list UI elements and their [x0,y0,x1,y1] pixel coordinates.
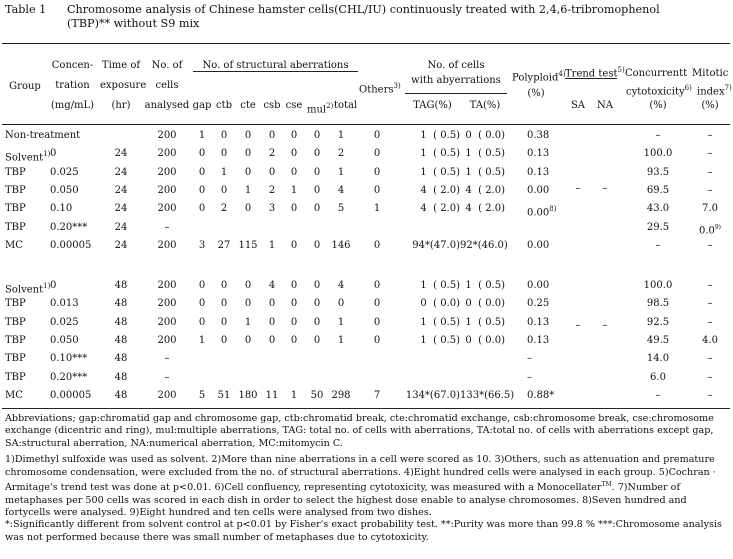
cell-cyto: 29.5 [646,221,670,233]
cell-group: TBP [5,221,26,233]
cell-group: TBP [5,166,26,178]
cell-cse: 0 [290,130,298,141]
col-cse: cse [285,100,303,111]
cell-gap: 5 [198,389,206,401]
cell-total: 1 [337,130,345,141]
cell-csb: 11 [265,389,279,401]
cell-cells: – [164,371,170,383]
cell-total: 146 [331,239,351,251]
cell-cte: 0 [244,203,252,215]
cell-mitotic: – [707,389,713,401]
cell-others: 7 [373,389,381,401]
cell-total: 5 [337,203,345,215]
col-trend: Trend test$^{5)}$ [565,66,625,80]
cell-ctb: 27 [217,239,231,251]
col-cyto-2: cytotoxicity$^{6)}$ [626,84,692,98]
cell-cells: 200 [157,203,177,215]
cell-group: TBP [5,184,26,196]
col-gap: gap [192,100,212,111]
trend-sa-48: – [575,320,581,331]
col-time-3: (hr) [111,100,131,111]
cell-csb: 0 [268,316,276,328]
cell-cse: 0 [290,203,298,215]
cell-group: TBP [5,371,26,383]
cell-others: 0 [373,316,381,328]
col-cells-1: No. of [151,60,183,71]
cell-group: Solvent$^{1)}$ [5,150,51,164]
cell-poly: – [527,353,532,365]
cell-cyto: 93.5 [646,166,670,178]
cell-time: 48 [114,334,128,346]
cell-mul: 0 [313,166,321,178]
cell-poly: 0.13 [527,166,550,178]
col-group: Group [9,81,41,92]
cell-cte: 0 [244,280,252,291]
cell-mitotic: – [707,166,713,178]
cell-mul: 0 [313,316,321,328]
cell-time: 48 [114,298,128,310]
cell-cyto: 6.0 [650,371,666,383]
cell-cyto: 14.0 [646,353,670,365]
cell-time: 48 [114,389,128,401]
cell-mul: 0 [313,184,321,196]
cell-cells: 200 [157,184,177,196]
cell-ctb: 2 [220,203,228,215]
cell-cse: 0 [290,166,298,178]
col-conc-2: tration [55,80,90,91]
cell-cells: 200 [157,298,177,310]
trend-sa-24: – [575,183,581,194]
cell-cells: 200 [157,166,177,178]
cell-gap: 0 [198,316,206,328]
cell-others: 0 [373,148,381,160]
cell-gap: 3 [198,239,206,251]
cell-tag: 4 ( 2.0) [420,203,460,215]
cell-cte: 180 [238,389,258,401]
cell-csb: 3 [268,203,276,215]
cell-cyto: 43.0 [646,203,670,215]
footnote-abbreviations: Abbreviations; gap:chromatid gap and chromosome gap, ctb:chromatid break, cte:chromatid exchange, csb:chromosome break, cse:chromosome exchange (dicentric and ring), mul:multiple aberrations, TAG: total no. of cells with aberrations, TA:total no. of cells with aberrations except gap, SA:structural aberration, NA:numerical aberration, MC:mitomycin C. [5,413,714,449]
cell-ctb: 0 [220,130,228,141]
col-cte: cte [240,100,256,111]
col-conc-1: Concen- [51,60,94,71]
cell-cte: 0 [244,130,252,141]
cell-conc: 0.013 [50,298,79,310]
cell-gap: 0 [198,166,206,178]
cell-ta: 0 ( 0.0) [465,130,505,141]
top-rule [2,43,730,44]
cell-others: 0 [373,239,381,251]
cell-mul: 0 [313,280,321,291]
cell-group: TBP [5,316,26,328]
cell-mitotic: – [707,298,713,310]
col-mul: mul$^{2)}$ [307,102,334,116]
cell-group: TBP [5,353,26,365]
cell-tag: 0 ( 0.0) [420,298,460,310]
cell-poly: 0.25 [527,298,550,310]
cell-total: 2 [337,148,345,160]
cell-poly: 0.00 [527,239,550,251]
col-time-1: Time of [101,60,141,71]
col-cyto-1: Concurrentt [625,68,688,79]
cell-cells: 200 [157,239,177,251]
cell-cells: 200 [157,280,177,291]
cell-total: 1 [337,334,345,346]
cell-total: 4 [337,184,345,196]
cell-cells: 200 [157,130,177,141]
cell-mitotic: 4.0 [702,334,718,346]
cell-poly: 0.88* [527,389,555,401]
cell-total: 4 [337,280,345,291]
header-rule [2,124,730,125]
cell-others: 0 [373,334,381,346]
cell-cse: 0 [290,239,298,251]
col-aberr-2: with abyerrations [411,75,501,86]
cell-time: 48 [114,280,128,291]
cell-mul: 0 [313,203,321,215]
cell-ta: 4 ( 2.0) [465,203,505,215]
cell-mul: 0 [313,334,321,346]
cell-cse: 0 [290,316,298,328]
cell-ta: 1 ( 0.5) [465,148,505,160]
cell-ta: 1 ( 0.5) [465,280,505,291]
col-others: Others$^{3)}$ [359,82,401,96]
cell-tag: 1 ( 0.5) [420,334,460,346]
cell-cyto: 69.5 [646,184,670,196]
cell-total: 1 [337,316,345,328]
col-cyto-unit: (%) [649,100,667,111]
cell-csb: 4 [268,280,276,291]
cell-conc: 0.10 [50,203,73,215]
trend-na-48: – [602,320,608,331]
table-label: Table 1 [5,3,47,16]
cell-conc: 0 [50,148,57,160]
cell-tag: 1 ( 0.5) [420,130,460,141]
cell-gap: 0 [198,148,206,160]
cell-others: 0 [373,184,381,196]
cell-cse: 0 [290,298,298,310]
cell-csb: 2 [268,148,276,160]
cell-poly: 0.00$^{8)}$ [527,205,557,219]
cell-mitotic: – [707,184,713,196]
cell-cse: 0 [290,280,298,291]
cell-ctb: 0 [220,280,228,291]
cell-cte: 0 [244,298,252,310]
col-ctb: ctb [215,100,233,111]
cell-time: 48 [114,371,128,383]
cell-conc: 0.00005 [50,239,92,251]
cell-others: 0 [373,298,381,310]
cell-gap: 1 [198,334,206,346]
cell-cells: – [164,353,170,365]
cell-conc: 0.025 [50,316,79,328]
cells-subrule [405,93,507,94]
cell-total: 298 [331,389,351,401]
footnotes [5,413,729,544]
cell-ctb: 51 [217,389,231,401]
cell-ctb: 0 [220,148,228,160]
cell-ctb: 1 [220,166,228,178]
cell-time: 24 [114,239,128,251]
cell-group: MC [5,239,23,251]
cell-cyto: 49.5 [646,334,670,346]
cell-mitotic: – [707,148,713,160]
cell-ctb: 0 [220,298,228,310]
cell-ta: 92*(46.0) [460,239,508,251]
col-time-2: exposure [100,80,147,91]
cell-group: TBP [5,203,26,215]
cell-poly: – [527,371,532,383]
cell-cte: 1 [244,316,252,328]
cell-mitotic: 7.0 [702,203,718,215]
cell-poly: 0.13 [527,148,550,160]
cell-poly: 0.13 [527,316,550,328]
cell-conc: 0.025 [50,166,79,178]
cell-cyto: – [655,389,661,401]
bottom-rule [2,408,730,409]
cell-csb: 0 [268,166,276,178]
cell-time: 24 [114,221,128,233]
cell-group: MC [5,389,23,401]
col-sa: SA [570,100,586,111]
cell-mul: 50 [310,389,324,401]
col-total: total [334,100,358,111]
cell-conc: 0 [50,280,57,291]
col-conc-3: (mg/mL) [50,100,95,111]
cell-mul: 0 [313,130,321,141]
cell-gap: 0 [198,298,206,310]
col-polyploid: Polyploid$^{4)}$ [512,70,566,84]
cell-mul: 0 [313,298,321,310]
cell-group: Non-treatment [5,130,81,141]
cell-conc: 0.050 [50,184,79,196]
cell-tag: 94*(47.0) [412,239,460,251]
footnote-significance: *:Significantly different from solvent control at p<0.01 by Fisher's exact probability test. **:Purity was more than 99.8 % ***:Chromosome analysis was not performed because there was small number of metaphases due to cytotoxicity. [5,519,722,543]
cell-cyto: 100.0 [643,280,673,291]
cell-mitotic: – [707,316,713,328]
cell-cells: 200 [157,316,177,328]
cell-cte: 0 [244,334,252,346]
cell-conc: 0.10*** [50,353,88,365]
cell-ta: 0 ( 0.0) [465,298,505,310]
cell-group: TBP [5,334,26,346]
cell-mul: 0 [313,148,321,160]
cell-csb: 0 [268,334,276,346]
col-tag: TAG(%) [413,100,452,111]
cell-tag: 1 ( 0.5) [420,148,460,160]
cell-tag: 134*(67.0) [405,389,460,401]
cell-time: 48 [114,353,128,365]
cell-tag: 1 ( 0.5) [420,280,460,291]
cell-mitotic: – [707,239,713,251]
col-csb: csb [263,100,281,111]
cell-mitotic: – [707,353,713,365]
cell-ctb: 0 [220,184,228,196]
col-ta: TA(%) [469,100,501,111]
col-mitotic-2: index$^{7)}$ [697,84,732,98]
cell-conc: 0.20*** [50,221,88,233]
cell-cyto: 92.5 [646,316,670,328]
cell-cse: 0 [290,334,298,346]
cell-others: 1 [373,203,381,215]
cell-cyto: – [655,130,661,141]
col-na: NA [597,100,613,111]
cell-time: 48 [114,316,128,328]
cell-others: 0 [373,166,381,178]
cell-mitotic: – [707,280,713,291]
cell-time: 24 [114,148,128,160]
cell-cyto: 100.0 [643,148,673,160]
col-mitotic-unit: (%) [701,100,719,111]
cell-ta: 1 ( 0.5) [465,166,505,178]
cell-gap: 0 [198,203,206,215]
cell-gap: 1 [198,130,206,141]
cell-cells: – [164,221,170,233]
cell-mitotic: – [707,371,713,383]
cell-cse: 1 [290,184,298,196]
cell-total: 1 [337,166,345,178]
table-title-line2: (TBP)** without S9 mix [67,17,200,30]
cell-cyto: 98.5 [646,298,670,310]
col-mitotic-1: Mitotic [692,68,729,79]
cell-group: TBP [5,298,26,310]
cell-time: 24 [114,203,128,215]
cell-conc: 0.00005 [50,389,92,401]
cell-cte: 115 [238,239,258,251]
cell-group: Solvent$^{1)}$ [5,282,51,296]
cell-csb: 0 [268,130,276,141]
cell-poly: 0.00 [527,184,550,196]
cell-others: 0 [373,130,381,141]
cell-others: 0 [373,280,381,291]
cell-mitotic: 0.0$^{9)}$ [698,223,722,236]
cell-time: 24 [114,184,128,196]
cell-total: 0 [337,298,345,310]
col-struct: No. of structural aberrations [202,60,349,71]
cell-poly: 0.13 [527,334,550,346]
cell-mitotic: – [707,130,713,141]
cell-gap: 0 [198,280,206,291]
col-cells-3: analysed [144,100,190,111]
table-title-line1: Chromosome analysis of Chinese hamster cells(CHL/IU) continuously treated with 2,4,6-tribromophenol [67,3,660,16]
cell-ta: 133*(66.5) [460,389,515,401]
cell-cyto: – [655,239,661,251]
cell-conc: 0.050 [50,334,79,346]
cell-cte: 1 [244,184,252,196]
cell-tag: 4 ( 2.0) [420,184,460,196]
cell-csb: 2 [268,184,276,196]
cell-cte: 0 [244,166,252,178]
cell-cells: 200 [157,389,177,401]
col-cells-2: cells [155,80,179,91]
cell-ta: 1 ( 0.5) [465,316,505,328]
cell-ctb: 0 [220,316,228,328]
cell-cse: 1 [290,389,298,401]
cell-mul: 0 [313,239,321,251]
cell-tag: 1 ( 0.5) [420,316,460,328]
cell-poly: 0.38 [527,130,550,141]
footnote-numbered: 1)Dimethyl sulfoxide was used as solvent. 2)More than nine aberrations in a cell were scored as 10. 3)Others, such as attenuation and premature chromosome condensation, were excluded from the no. of structural aberrations. 4)Eight hundred cells were analysed in each group. 5)Cochran · Armitage's trend test was done at p<0.01. 6)Cell confluency, representing cytotoxicity, was measured with a Monocellater™. 7)Number of metaphases per 500 cells was scored in each dish in order to select the highest dose enable to analyse chromosomes. 8)Seven hundred and fortycells were analysed. 9)Eight hundred and ten cells were analysed from two dishes. [5,454,716,519]
cell-gap: 0 [198,184,206,196]
cell-ta: 4 ( 2.0) [465,184,505,196]
cell-cse: 0 [290,148,298,160]
cell-csb: 1 [268,239,276,251]
col-aberr-1: No. of cells [427,60,485,71]
cell-ctb: 0 [220,334,228,346]
trend-na-24: – [602,183,608,194]
cell-poly: 0.00 [527,280,550,291]
cell-csb: 0 [268,298,276,310]
cell-time: 24 [114,166,128,178]
col-polyploid-unit: (%) [527,88,545,99]
cell-cells: 200 [157,148,177,160]
cell-conc: 0.20*** [50,371,88,383]
cell-tag: 1 ( 0.5) [420,166,460,178]
cell-cte: 0 [244,148,252,160]
cell-ta: 0 ( 0.0) [465,334,505,346]
cell-cells: 200 [157,334,177,346]
